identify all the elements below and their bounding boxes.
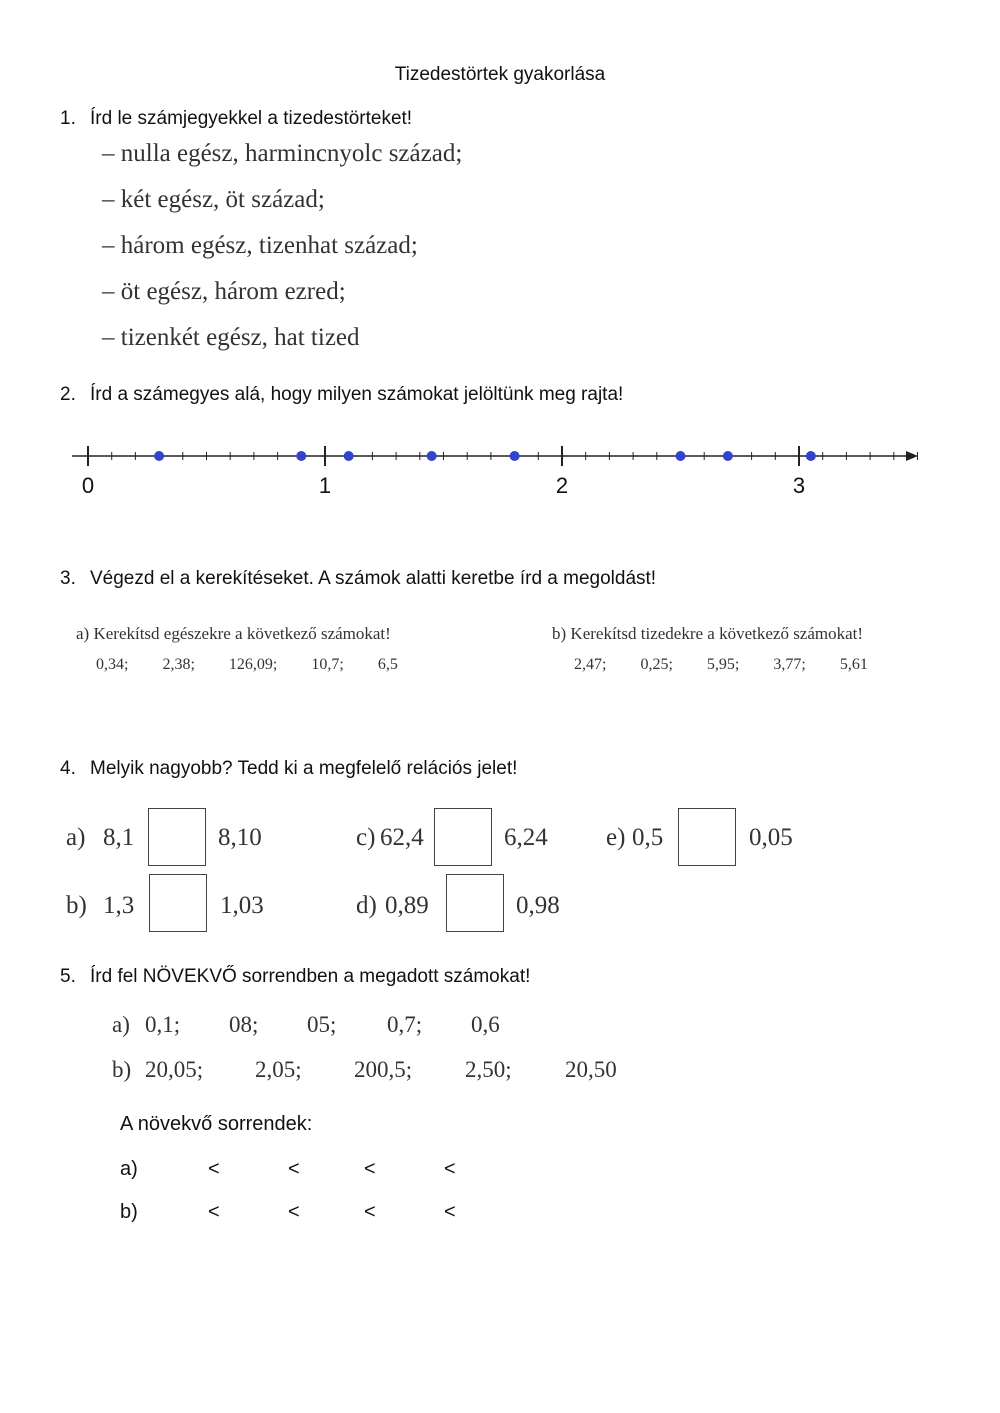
order-row-label: b) bbox=[112, 1057, 132, 1082]
rounding-value: 10,7; bbox=[311, 656, 344, 673]
comparison-label: c) bbox=[356, 824, 376, 851]
rounding-values-b bbox=[552, 654, 902, 674]
marked-point bbox=[806, 451, 816, 461]
comparison-left: 0,5 bbox=[632, 824, 664, 851]
rounding-value: 2,38; bbox=[162, 656, 195, 673]
less-than-sign: < bbox=[208, 1158, 220, 1180]
less-than-sign: < bbox=[364, 1201, 376, 1223]
page-title: Tizedestörtek gyakorlása bbox=[394, 64, 606, 85]
order-value: 200,5; bbox=[354, 1057, 413, 1082]
comparison-right: 0,05 bbox=[749, 824, 793, 851]
task-number: 3. bbox=[60, 568, 76, 589]
number-line-label: 2 bbox=[555, 473, 569, 498]
rounding-heading-b: b) Kerekítsd tizedekre a következő számokat! bbox=[552, 624, 864, 643]
comparison-label: e) bbox=[606, 824, 626, 851]
less-than-sign: < bbox=[208, 1201, 220, 1223]
number-line-label: 3 bbox=[792, 473, 806, 498]
task-text: Végezd el a kerekítéseket. A számok alatti keretbe írd a megoldást! bbox=[90, 568, 657, 589]
rounding-block-a bbox=[76, 624, 432, 674]
order-value: 20,05; bbox=[145, 1057, 204, 1082]
relation-box-c[interactable] bbox=[434, 808, 492, 866]
order-row-b bbox=[112, 1057, 712, 1089]
comparison-left: 0,89 bbox=[385, 892, 429, 919]
task-1-prompt bbox=[60, 108, 412, 130]
order-value: 2,05; bbox=[255, 1057, 302, 1082]
relation-box-e[interactable] bbox=[678, 808, 736, 866]
order-value: 2,50; bbox=[465, 1057, 512, 1082]
task-number: 2. bbox=[60, 384, 76, 405]
rounding-value: 3,77; bbox=[773, 656, 806, 673]
comparison-left: 62,4 bbox=[380, 824, 424, 851]
comparison-right: 1,03 bbox=[220, 892, 264, 919]
rounding-block-b bbox=[552, 624, 902, 674]
list-item: – három egész, tizenhat század; bbox=[102, 232, 418, 259]
comparison-label: a) bbox=[66, 824, 86, 851]
list-item: – tizenkét egész, hat tized bbox=[102, 324, 360, 351]
comparison-right: 8,10 bbox=[218, 824, 262, 851]
marked-point bbox=[344, 451, 354, 461]
number-line-label: 1 bbox=[318, 473, 332, 498]
task-text: Írd fel NÖVEKVŐ sorrendben a megadott számokat! bbox=[90, 966, 531, 987]
list-item: – nulla egész, harmincnyolc század; bbox=[102, 140, 463, 167]
rounding-value: 0,34; bbox=[96, 656, 129, 673]
order-value: 0,1; bbox=[145, 1012, 181, 1037]
order-value: 05; bbox=[307, 1012, 337, 1037]
task-5-prompt bbox=[60, 966, 530, 988]
rounding-value: 0,25; bbox=[640, 656, 673, 673]
task-text: Melyik nagyobb? Tedd ki a megfelelő relációs jelet! bbox=[90, 758, 518, 779]
answer-label-b: b) bbox=[120, 1201, 138, 1223]
task-number: 5. bbox=[60, 966, 76, 987]
marked-point bbox=[723, 451, 733, 461]
comparison-label: b) bbox=[66, 892, 87, 919]
rounding-value: 5,61 bbox=[839, 656, 868, 673]
rounding-values-a bbox=[76, 654, 432, 674]
less-than-sign: < bbox=[364, 1158, 376, 1180]
order-row-label: a) bbox=[112, 1012, 130, 1037]
task-3-prompt bbox=[60, 568, 656, 590]
comparison-left: 8,1 bbox=[103, 824, 135, 851]
order-value: 08; bbox=[229, 1012, 259, 1037]
task-2-prompt bbox=[60, 384, 623, 406]
relation-box-b[interactable] bbox=[149, 874, 207, 932]
less-than-sign: < bbox=[288, 1201, 300, 1223]
marked-point bbox=[676, 451, 686, 461]
comparison-right: 6,24 bbox=[504, 824, 548, 851]
number-line bbox=[0, 430, 1000, 510]
order-value: 0,7; bbox=[387, 1012, 423, 1037]
answer-label-a: a) bbox=[120, 1158, 138, 1180]
relation-box-a[interactable] bbox=[148, 808, 206, 866]
task-4-prompt bbox=[60, 758, 517, 780]
task-text: Írd le számjegyekkel a tizedestörteket! bbox=[90, 108, 413, 129]
task-number: 4. bbox=[60, 758, 76, 779]
order-value: 20,50 bbox=[565, 1057, 617, 1082]
rounding-value: 5,95; bbox=[706, 656, 740, 673]
less-than-sign: < bbox=[444, 1201, 456, 1223]
answer-heading: A növekvő sorrendek: bbox=[120, 1113, 313, 1135]
task-1-list bbox=[102, 138, 462, 368]
marked-point bbox=[427, 451, 437, 461]
order-value: 0,6 bbox=[471, 1012, 500, 1037]
number-line-arrow bbox=[906, 451, 918, 461]
relation-box-d[interactable] bbox=[446, 874, 504, 932]
list-item: – öt egész, három ezred; bbox=[102, 278, 346, 305]
rounding-value: 2,47; bbox=[574, 656, 607, 673]
marked-point bbox=[154, 451, 164, 461]
comparison-left: 1,3 bbox=[103, 892, 135, 919]
less-than-sign: < bbox=[288, 1158, 300, 1180]
rounding-value: 126,09; bbox=[228, 656, 278, 673]
marked-point bbox=[296, 451, 306, 461]
order-row-a bbox=[112, 1012, 712, 1044]
comparison-right: 0,98 bbox=[516, 892, 560, 919]
rounding-heading-a: a) Kerekítsd egészekre a következő számokat! bbox=[76, 624, 391, 643]
comparison-label: d) bbox=[356, 892, 377, 919]
rounding-value: 6,5 bbox=[377, 656, 398, 673]
number-line-label: 0 bbox=[81, 473, 95, 498]
marked-point bbox=[510, 451, 520, 461]
task-text: Írd a számegyes alá, hogy milyen számokat jelöltünk meg rajta! bbox=[90, 384, 624, 405]
list-item: – két egész, öt század; bbox=[102, 186, 325, 213]
less-than-sign: < bbox=[444, 1158, 456, 1180]
task-number: 1. bbox=[60, 108, 76, 129]
